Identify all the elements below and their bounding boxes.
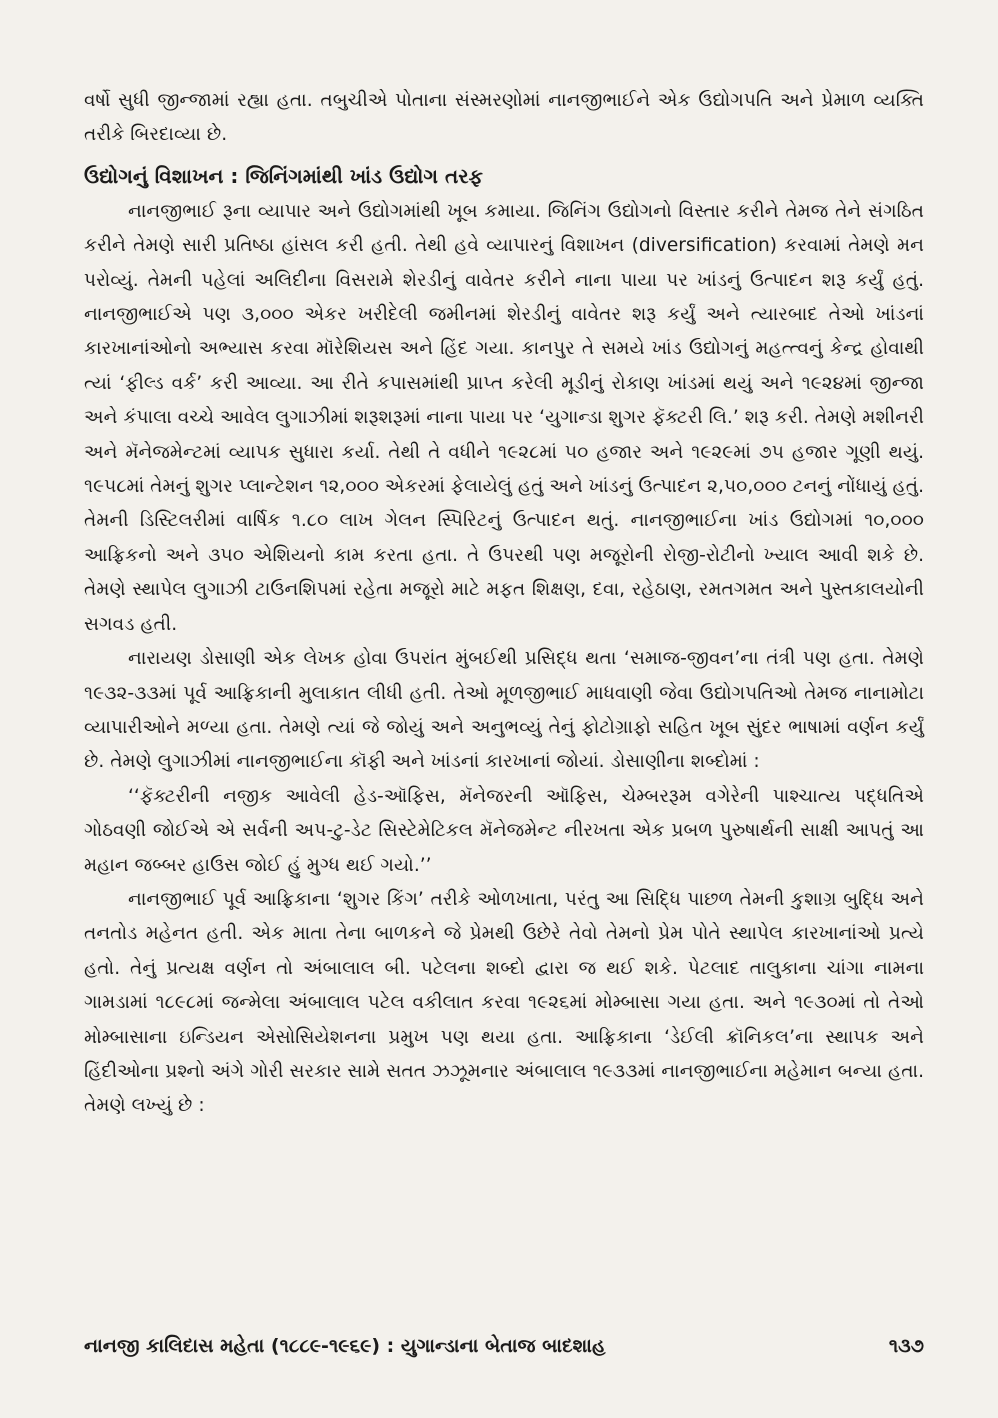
paragraph-continuation: વર્ષો સુધી જીન્જામાં રહ્યા હતા. તબુચીએ પોતાના સંસ્મરણોમાં નાનજીભાઈને એક ઉદ્યોગપતિ અને પ્રેમાળ વ્યક્તિ તરીકે બિરદાવ્યા છે. bbox=[84, 90, 924, 146]
page-footer bbox=[84, 1330, 924, 1362]
section-heading: ઉદ્યોગનું વિશાખન : જિનિંગમાંથી ખાંડ ઉદ્યોગ તરફ bbox=[84, 163, 483, 188]
paragraph-sugar-industry: નાનજીભાઈ રૂના વ્યાપાર અને ઉદ્યોગમાંથી ખૂબ કમાયા. જિનિંગ ઉદ્યોગનો વિસ્તાર કરીને તેમજ તેને સંગઠિત કરીને તેમણે સારી પ્રતિષ્ઠા હાંસલ કરી હતી. તેથી હવે વ્યાપારનું વિશાખન (diversification) કરવામાં તેમણે મન પરોવ્યું. તેમની પહેલાં અલિદીના વિસરામે શેરડીનું વાવેતર કરીને નાના પાયા પર ખાંડનું ઉત્પાદન શરૂ કર્યું હતું. નાનજીભાઈએ પણ ૩,૦૦૦ એકર ખરીદેલી જમીનમાં શેરડીનું વાવેતર શરૂ કર્યું અને ત્યારબાદ તેઓ ખાંડનાં કારખાનાંઓનો અભ્યાસ કરવા મૉરેશિયસ અને હિંદ ગયા. કાનપુર તે સમયે ખાંડ ઉદ્યોગનું મહત્ત્વનું કેન્દ્ર હોવાથી ત્યાં ‘ફીલ્ડ વર્ક’ કરી આવ્યા. આ રીતે કપાસમાંથી પ્રાપ્ત કરેલી મૂડીનું રોકાણ ખાંડમાં થયું અને ૧૯૨૪માં જીન્જા અને કંપાલા વચ્ચે આવેલ લુગાઝીમાં શરૂશરૂમાં નાના પાયા પર ‘યુગાન્ડા શુગર ફૅક્ટરી લિ.’ શરૂ કરી. તેમણે મશીનરી અને મૅનેજમેન્ટમાં વ્યાપક સુધારા કર્યા. તેથી તે વધીને ૧૯૨૮માં ૫૦ હજાર અને ૧૯૨૯માં ૭૫ હજાર ગૂણી થયું. ૧૯૫૮માં તેમનું શુગર પ્લાન્ટેશન ૧૨,૦૦૦ એકરમાં ફેલાયેલું હતું અને ખાંડનું ઉત્પાદન ૨,૫૦,૦૦૦ ટનનું નોંધાયું હતું. તેમની ડિસ્ટિલરીમાં વાર્ષિક ૧.૮૦ લાખ ગેલન સ્પિરિટનું ઉત્પાદન થતું. નાનજીભાઈના ખાંડ ઉદ્યોગમાં ૧૦,૦૦૦ આફ્રિકનો અને ૩૫૦ એશિયનો કામ કરતા હતા. તે ઉપરથી પણ મજૂરોની રોજી-રોટીનો ખ્યાલ આવી શકે છે. તેમણે સ્થાપેલ લુગાઝી ટાઉનશિપમાં રહેતા મજૂરો માટે મફત શિક્ષણ, દવા, રહેઠાણ, રમતગમત અને પુસ્તકાલયોની સગવડ હતી. bbox=[84, 200, 925, 635]
block-quote: ‘‘ફૅક્ટરીની નજીક આવેલી હેડ-ઑફિસ, મૅનેજરની ઑફિસ, ચેમ્બરરૂમ વગેરેની પાશ્ચાત્ય પદ્ધતિએ ગોઠવણી જોઈએ એ સર્વની અપ-ટુ-ડેટ સિસ્ટેમેટિકલ મૅનેજમેન્ટ નીરખતા એક પ્રબળ પુરુષાર્થની સાક્ષી આપતું આ મહાન જબ્બર હાઉસ જોઈ હું મુગ્ધ થઈ ગયો.’’ bbox=[84, 785, 924, 876]
page-body bbox=[84, 84, 924, 1334]
paragraph-dosani: નારાયણ ડોસાણી એક લેખક હોવા ઉપરાંત મુંબઈથી પ્રસિદ્ધ થતા ‘સમાજ-જીવન’ના તંત્રી પણ હતા. તેમણે ૧૯૩૨-૩૩માં પૂર્વ આફ્રિકાની મુલાકાત લીધી હતી. તેઓ મૂળજીભાઈ માધવાણી જેવા ઉદ્યોગપતિઓ તેમજ નાનામોટા વ્યાપારીઓને મળ્યા હતા. તેમણે ત્યાં જે જોયું અને અનુભવ્યું તેનું ફોટોગ્રાફો સહિત ખૂબ સુંદર ભાષામાં વર્ણન કર્યું છે. તેમણે લુગાઝીમાં નાનજીભાઈના કૉફી અને ખાંડનાં કારખાનાં જોયાં. ડોસાણીના શબ્દોમાં : bbox=[84, 648, 924, 773]
page-number: ૧૩૭ bbox=[888, 1335, 924, 1357]
running-title: નાનજી કાલિદાસ મહેતા (૧૮૮૯-૧૯૬૯) : યુગાન્ડાના બેતાજ બાદશાહ bbox=[84, 1335, 606, 1357]
paragraph-sugar-king: નાનજીભાઈ પૂર્વ આફ્રિકાના ‘શુગર કિંગ’ તરીકે ઓળખાતા, પરંતુ આ સિદ્ધિ પાછળ તેમની કુશાગ્ર બુદ્ધિ અને તનતોડ મહેનત હતી. એક માતા તેના બાળકને જે પ્રેમથી ઉછેરે તેવો તેમનો પ્રેમ પોતે સ્થાપેલ કારખાનાંઓ પ્રત્યે હતો. તેનું પ્રત્યક્ષ વર્ણન તો અંબાલાલ બી. પટેલના શબ્દો દ્વારા જ થઈ શકે. પેટલાદ તાલુકાના ચાંગા નામના ગામડામાં ૧૮૯૮માં જન્મેલા અંબાલાલ પટેલ વકીલાત કરવા ૧૯૨૬માં મોમ્બાસા ગયા હતા. અને ૧૯૩૦માં તો તેઓ મોમ્બાસાના ઇન્ડિયન એસોસિયેશનના પ્રમુખ પણ થયા હતા. આફ્રિકાના ‘ડેઈલી ક્રૉનિકલ’ના સ્થાપક અને હિંદીઓના પ્રશ્નો અંગે ગોરી સરકાર સામે સતત ઝઝૂમનાર અંબાલાલ ૧૯૩૩માં નાનજીભાઈના મહેમાન બન્યા હતા. તેમણે લખ્યું છે : bbox=[84, 888, 924, 1117]
